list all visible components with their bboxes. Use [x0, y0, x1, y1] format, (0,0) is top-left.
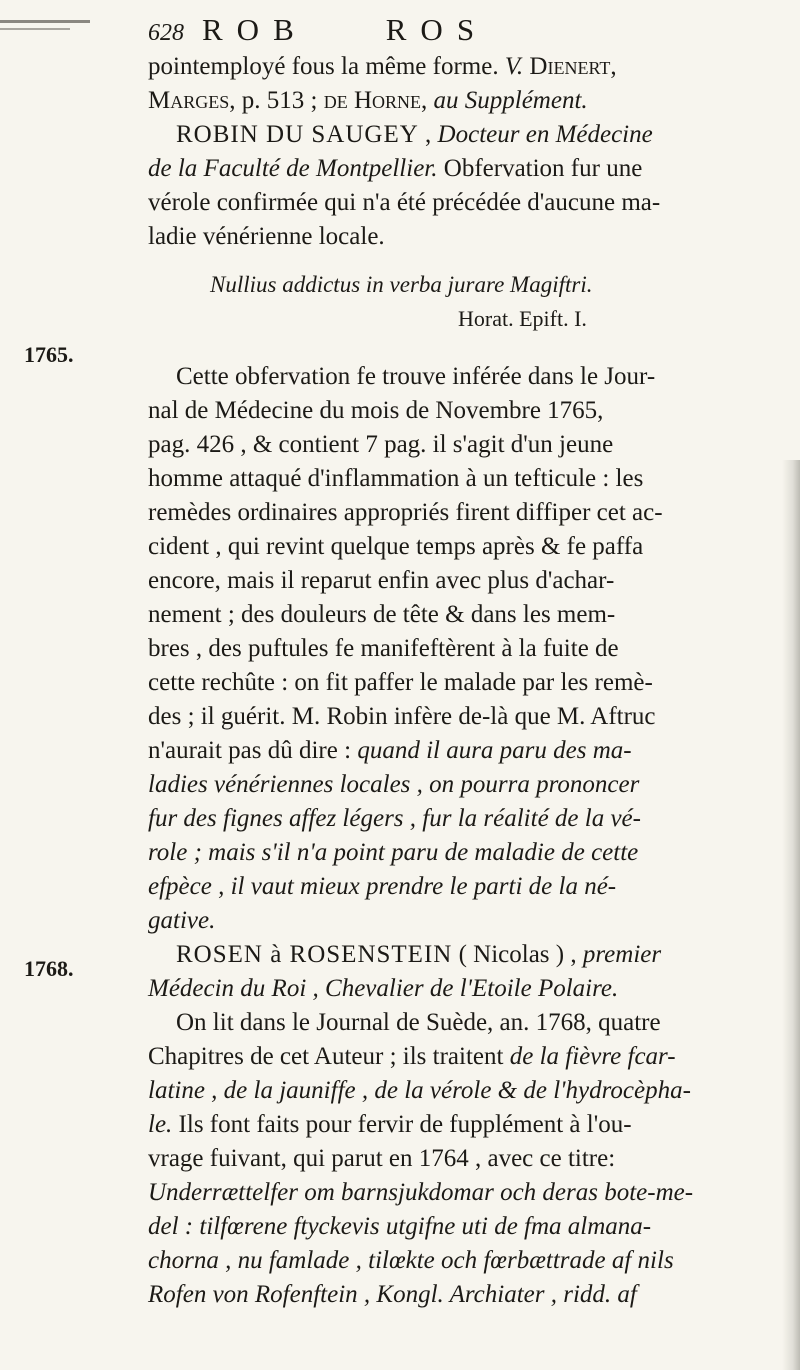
text-line: pointemployé fous la même forme. V. Dienert,: [148, 53, 617, 80]
running-head: [148, 10, 748, 50]
text-line: nal de Médecine du mois de Novembre 1765,: [148, 397, 604, 424]
motto-source: Horat. Epift. I.: [458, 306, 587, 331]
text-line: nement ; des douleurs de tête & dans les mem-: [148, 601, 616, 628]
text-line: des ; il guérit. M. Robin infère de-là que M. Aftruc: [148, 703, 656, 730]
text-line: remèdes ordinaires appropriés firent diffiper cet ac-: [148, 499, 663, 526]
text-line: Marges, p. 513 ; de Horne, au Supplément.: [148, 87, 588, 114]
text-line: ladies vénériennes locales , on pourra prononcer: [148, 771, 640, 798]
text-line: Médecin du Roi , Chevalier de l'Etoile Polaire.: [148, 975, 619, 1002]
text-line: role ; mais s'il n'a point paru de maladie de cette: [148, 839, 639, 866]
text-line: vérole confirmée qui n'a été précédée d'aucune ma-: [148, 189, 661, 216]
running-head-right: ROS: [385, 12, 489, 47]
text-line: le. Ils font faits pour fervir de fupplément à l'ou-: [148, 1111, 632, 1138]
text-line: On lit dans le Journal de Suède, an. 1768, quatre: [176, 1009, 661, 1036]
text-line: bres , des puftules fe manifeftèrent à la fuite de: [148, 635, 619, 662]
text-line: n'aurait pas dû dire : quand il aura paru des ma-: [148, 737, 632, 764]
margin-year: 1765.: [24, 342, 74, 367]
text-line: Cette obfervation fe trouve inférée dans le Jour-: [176, 363, 656, 390]
text-line: Rofen von Rofenftein , Kongl. Archiater , ridd. af: [148, 1281, 637, 1308]
text-line: vrage fuivant, qui parut en 1764 , avec ce titre:: [148, 1145, 616, 1172]
page-text: [148, 10, 748, 1312]
motto: Nullius addictus in verba jurare Magiftri.: [210, 272, 593, 297]
page-number: 628: [148, 20, 184, 46]
scan-edge-mark: [0, 28, 70, 30]
text-line: latine , de la jauniffe , de la vérole & de l'hydrocèpha-: [148, 1077, 691, 1104]
text-line: cette rechûte : on fit paffer le malade par les remè-: [148, 669, 653, 696]
author-name: ROBIN DU SAUGEY: [176, 121, 419, 148]
running-head-left: ROB: [202, 12, 308, 47]
margin-year: 1768.: [24, 956, 74, 981]
text-line: del : tilfœrene ftyckevis utgifne uti de fma almana-: [148, 1213, 652, 1240]
text-line: cident , qui revint quelque temps après & fe paffa: [148, 533, 644, 560]
text-line: gative.: [148, 907, 216, 934]
text-line: ladie vénérienne locale.: [148, 223, 385, 250]
text-line: encore, mais il reparut enfin avec plus d'achar-: [148, 567, 615, 594]
entry-heading: ROBIN DU SAUGEY , Docteur en Médecine: [176, 121, 653, 148]
entry-heading: ROSEN à ROSENSTEIN ( Nicolas ) , premier: [176, 941, 662, 968]
author-name: ROSEN à ROSENSTEIN: [176, 941, 453, 968]
text-line: chorna , nu famlade , tilœkte och fœrbættrade af nils: [148, 1247, 674, 1274]
text-line: Underrættelfer om barnsjukdomar och deras bote-me-: [148, 1179, 694, 1206]
text-line: homme attaqué d'inflammation à un tefticule : les: [148, 465, 644, 492]
text-line: efpèce , il vaut mieux prendre le parti de la né-: [148, 873, 617, 900]
text-line: Chapitres de cet Auteur ; ils traitent de la fièvre fcar-: [148, 1043, 676, 1070]
page-shadow: [782, 460, 800, 1370]
scan-edge-mark: [0, 20, 90, 23]
text-line: de la Faculté de Montpellier. Obfervation fur une: [148, 155, 643, 182]
text-line: fur des fignes affez légers , fur la réalité de la vé-: [148, 805, 641, 832]
text-line: pag. 426 , & contient 7 pag. il s'agit d'un jeune: [148, 431, 614, 458]
